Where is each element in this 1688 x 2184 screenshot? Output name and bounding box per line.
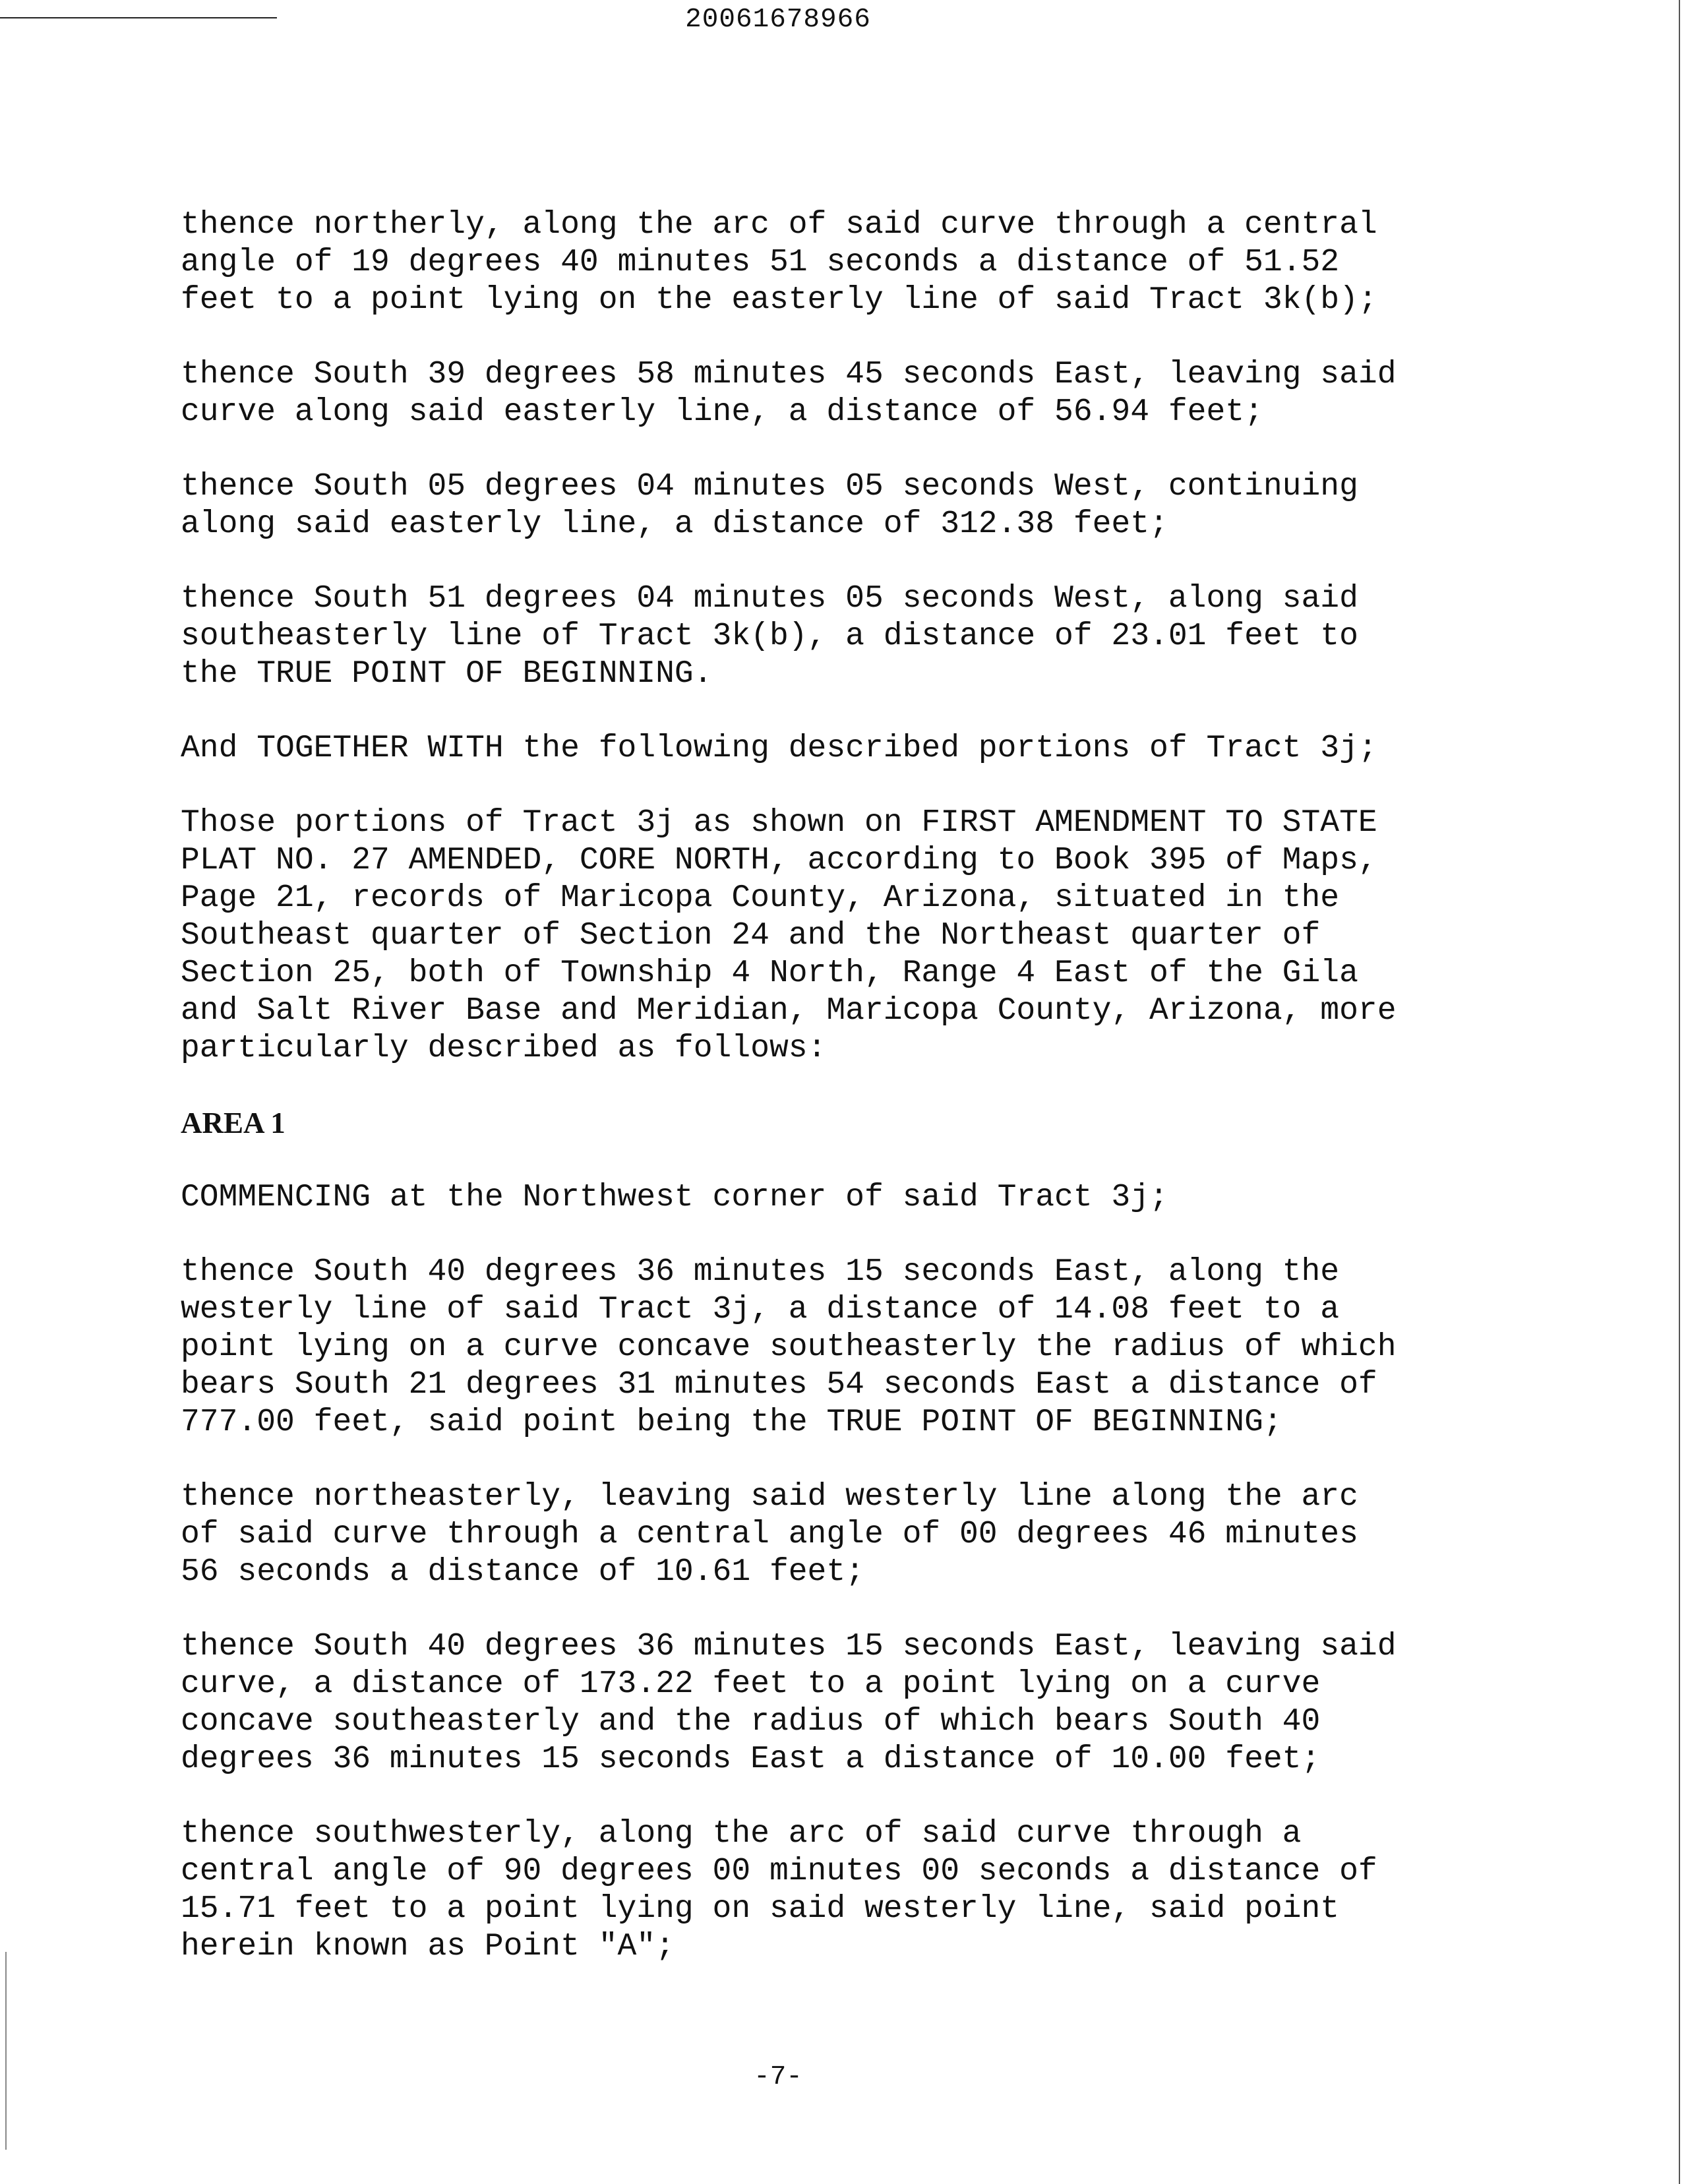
paragraph-together-with: And TOGETHER WITH the following described portions of Tract 3j; [181,731,1377,766]
paragraph-tract-3j-portions: Those portions of Tract 3j as shown on FIRST AMENDMENT TO STATE PLAT NO. 27 AMENDED, CORE NORTH, according to Book 395 of Maps, Page 21, records of Maricopa County, Arizona, situated in the Southeast quarter of Section 24 and the Northeast quarter of Section 25, both of Township 4 North, Range 4 East of the Gila and Salt River Base and Meridian, Maricopa County, Arizona, more particularly described as follows: [181,805,1397,1066]
paragraph-south-51: thence South 51 degrees 04 minutes 05 seconds West, along said southeasterly line of Tract 3k(b), a distance of 23.01 feet to the TRUE POINT OF BEGINNING. [181,581,1358,692]
paragraph-south-39: thence South 39 degrees 58 minutes 45 seconds East, leaving said curve along said easterly line, a distance of 56.94 feet; [181,357,1397,430]
document-number: 20061678966 [685,5,871,35]
paragraph-commencing: COMMENCING at the Northwest corner of said Tract 3j; [181,1180,1168,1215]
paragraph-south-40-curve: thence South 40 degrees 36 minutes 15 seconds East, leaving said curve, a distance of 173.22 feet to a point lying on a curve concave southeasterly and the radius of which bears South 40 degrees 36 minutes 15 seconds East a distance of 10.00 feet; [181,1629,1397,1777]
paragraph-south-05: thence South 05 degrees 04 minutes 05 seconds West, continuing along said easterly line, a distance of 312.38 feet; [181,469,1358,542]
paragraph-south-40-westerly: thence South 40 degrees 36 minutes 15 seconds East, along the westerly line of said Tract 3j, a distance of 14.08 feet to a point lying on a curve concave southeasterly the radius of which bears South 21 degrees 31 minutes 54 seconds East a distance of 777.00 feet, said point being the TRUE POINT OF BEGINNING; [181,1254,1397,1440]
scan-border-left [5,1952,7,2150]
page-number: -7- [754,2062,802,2092]
paragraph-curve-northerly: thence northerly, along the arc of said curve through a central angle of 19 degrees 40 minutes 51 seconds a distance of 51.52 feet to a point lying on the easterly line of said Tract 3k(b); [181,207,1377,318]
scan-border-right [1679,0,1680,2184]
paragraph-northeasterly-arc: thence northeasterly, leaving said westerly line along the arc of said curve through a central angle of 00 degrees 46 minutes 56 seconds a distance of 10.61 feet; [181,1479,1358,1590]
heading-area-1: AREA 1 [181,1107,286,1139]
paragraph-southwesterly-arc: thence southwesterly, along the arc of said curve through a central angle of 90 degrees 00 minutes 00 seconds a distance of 15.71 feet to a point lying on said westerly line, said point herein known as Point "A"; [181,1816,1377,1964]
legal-description-body [181,206,1618,2003]
